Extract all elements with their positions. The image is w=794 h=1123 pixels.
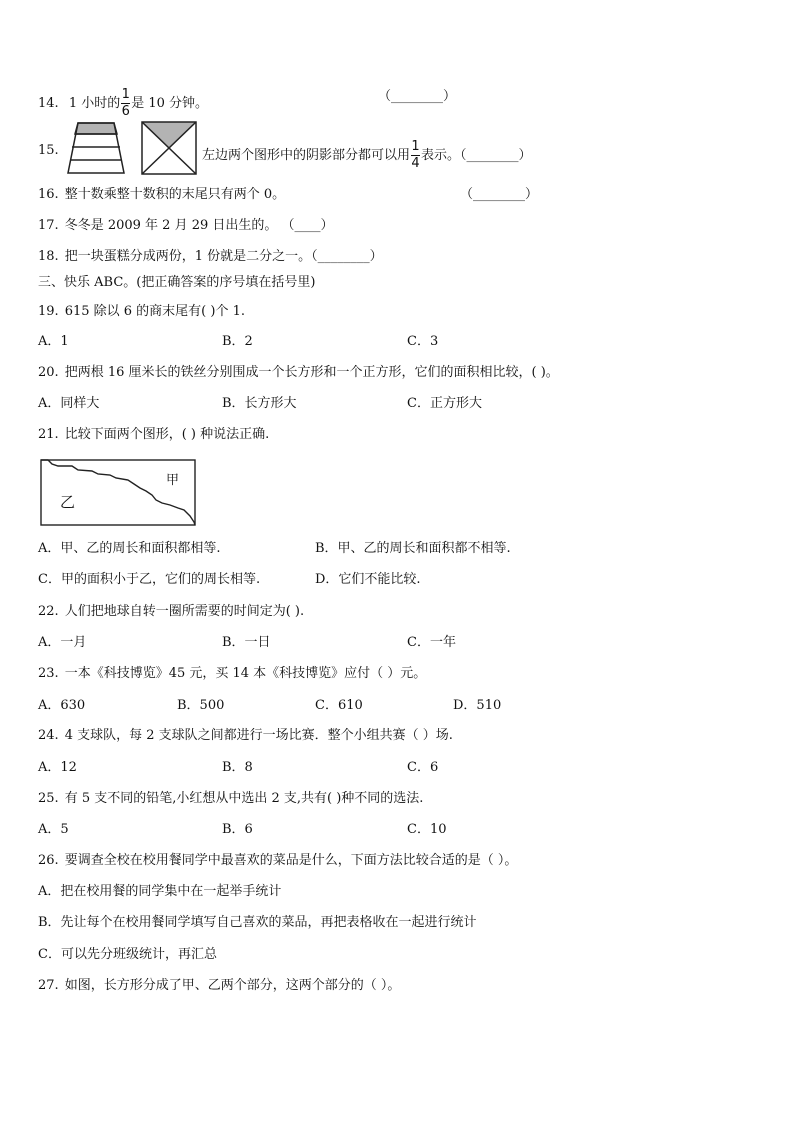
question-19: 19. 615 除以 6 的商末尾有( )个 1. xyxy=(38,304,245,319)
question-23: 23. 一本《科技博览》45 元，买 14 本《科技博览》应付（ ）元。 xyxy=(38,666,427,681)
section-heading: 三、快乐 ABC。(把正确答案的序号填在括号里) xyxy=(38,275,316,290)
trapezoid-figure xyxy=(66,120,126,176)
question-25: 25. 有 5 支不同的铅笔,小红想从中选出 2 支,共有( )种不同的选法. xyxy=(38,791,424,806)
answer-paren-16[interactable]: （________） xyxy=(460,187,539,202)
question-26: 26. 要调查全校在校用餐同学中最喜欢的菜品是什么，下面方法比较合适的是（ ）。 xyxy=(38,853,518,868)
option-b[interactable]: B．500 xyxy=(177,698,225,713)
option-b[interactable]: B．一日 xyxy=(222,635,271,650)
option-c[interactable]: C．10 xyxy=(407,822,447,837)
option-c[interactable]: C．可以先分班级统计，再汇总 xyxy=(38,947,217,962)
question-14 xyxy=(38,88,208,119)
question-number: 14. xyxy=(38,96,59,111)
question-27: 27. 如图，长方形分成了甲、乙两个部分，这两个部分的（ ）。 xyxy=(38,978,401,993)
option-a[interactable]: A．一月 xyxy=(38,635,87,650)
option-b[interactable]: B．先让每个在校用餐同学填写自己喜欢的菜品，再把表格收在一起进行统计 xyxy=(38,915,477,930)
region-label-yi: 乙 xyxy=(60,493,76,511)
question-text-cont: 是 10 分钟。 xyxy=(131,96,209,111)
option-a[interactable]: A．甲、乙的周长和面积都相等. xyxy=(38,541,221,556)
option-c[interactable]: C．3 xyxy=(407,334,439,349)
option-c[interactable]: C．正方形大 xyxy=(407,396,482,411)
option-d[interactable]: D．510 xyxy=(453,698,502,713)
option-d[interactable]: D．它们不能比较. xyxy=(315,572,421,587)
option-b[interactable]: B．8 xyxy=(222,760,253,775)
option-a[interactable]: A．12 xyxy=(38,760,77,775)
fraction: $\frac{1}{6}$ xyxy=(121,87,130,119)
option-c[interactable]: C．一年 xyxy=(407,635,456,650)
option-c[interactable]: C．6 xyxy=(407,760,439,775)
option-b[interactable]: B．2 xyxy=(222,334,253,349)
option-a[interactable]: A．把在校用餐的同学集中在一起举手统计 xyxy=(38,884,282,899)
question-24: 24. 4 支球队，每 2 支球队之间都进行一场比赛．整个小组共赛（ ）场. xyxy=(38,728,453,743)
answer-paren-14[interactable]: （________） xyxy=(378,89,457,104)
question-text: 1 小时的 xyxy=(68,96,121,111)
option-b[interactable]: B．甲、乙的周长和面积都不相等. xyxy=(315,541,511,556)
region-label-jia: 甲 xyxy=(166,473,180,488)
question-21: 21. 比较下面两个图形，( ) 种说法正确. xyxy=(38,427,270,442)
question-16: 16. 整十数乘整十数积的末尾只有两个 0。 xyxy=(38,187,286,202)
square-figure xyxy=(140,120,198,176)
question-22: 22. 人们把地球自转一圈所需要的时间定为( ). xyxy=(38,604,305,619)
option-a[interactable]: A．同样大 xyxy=(38,396,100,411)
option-b[interactable]: B．长方形大 xyxy=(222,396,297,411)
option-a[interactable]: A．5 xyxy=(38,822,69,837)
option-c[interactable]: C．甲的面积小于乙，它们的周长相等. xyxy=(38,572,261,587)
question-15-number: 15. xyxy=(38,143,59,158)
question-15-text: 左边两个图形中的阴影部分都可以用 $\frac{1}{4}$ 表示。（________） xyxy=(202,139,532,171)
question-17: 17. 冬冬是 2009 年 2 月 29 日出生的。 （____） xyxy=(38,218,334,233)
option-b[interactable]: B．6 xyxy=(222,822,253,837)
option-c[interactable]: C．610 xyxy=(315,698,363,713)
option-a[interactable]: A．1 xyxy=(38,334,69,349)
question-20: 20. 把两根 16 厘米长的铁丝分别围成一个长方形和一个正方形，它们的面积相比较，( )。 xyxy=(38,365,559,380)
question-18: 18. 把一块蛋糕分成两份，1 份就是二分之一。（________） xyxy=(38,249,383,264)
fraction: $\frac{1}{4}$ xyxy=(411,139,420,171)
option-a[interactable]: A．630 xyxy=(38,698,86,713)
